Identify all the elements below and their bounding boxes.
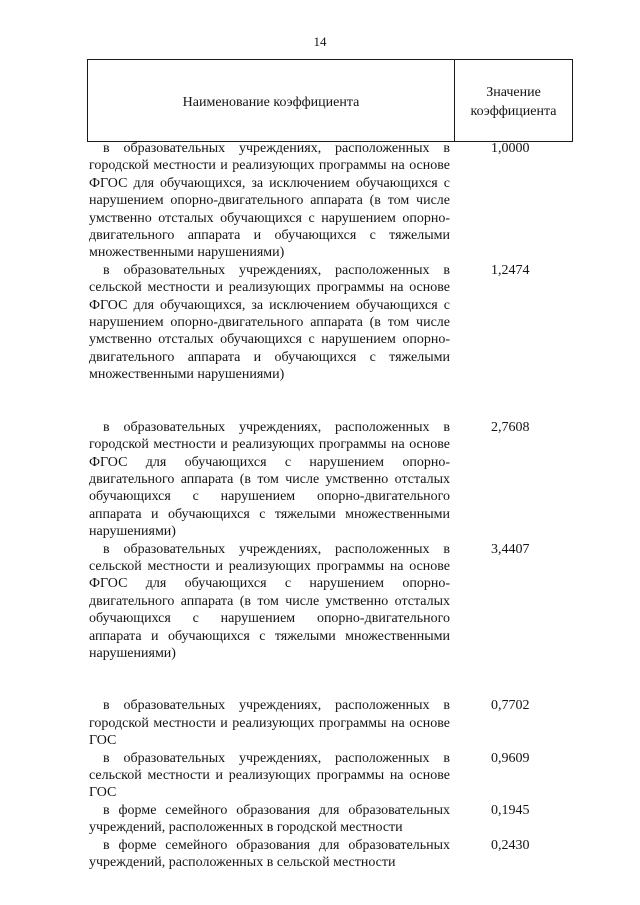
table-row — [87, 750, 577, 802]
row-value: 0,9609 — [491, 750, 530, 766]
row-name: в образовательных учреждениях, расположенных в сельской местности и реализующих программы на основе ГОС — [89, 750, 450, 801]
row-name: в образовательных учреждениях, расположенных в городской местности и реализующих программы на основе ГОС — [89, 698, 450, 749]
table-header — [87, 59, 573, 142]
table-row — [87, 837, 577, 872]
row-value: 3,4407 — [491, 541, 530, 557]
page-number: 14 — [313, 34, 327, 49]
row-name: в форме семейного образования для образовательных учреждений, расположенных в сельской местности — [89, 837, 450, 871]
row-value: 0,7702 — [491, 698, 530, 714]
coefficients-table-body — [87, 140, 577, 871]
table-row — [87, 697, 577, 749]
header-value-line2: коэффициента — [470, 103, 557, 119]
table-row — [87, 140, 577, 262]
row-name: в образовательных учреждениях, расположенных в сельской местности и реализующих программы на основе ФГОС для обучающихся с нарушением опорно-двигательного аппарата (в том числе умственно отсталых обучающихся с нарушением опорно-двигательного аппарата и обучающихся с тяжелыми множественными нарушениями) — [89, 541, 450, 661]
table-row — [87, 262, 577, 384]
row-value: 1,0000 — [491, 141, 530, 156]
header-value-line1: Значение — [486, 84, 541, 100]
header-name-column: Наименование коэффициента — [88, 60, 455, 141]
row-name: в форме семейного образования для образовательных учреждений, расположенных в городской местности — [89, 802, 450, 836]
row-name: в образовательных учреждениях, расположенных в сельской местности и реализующих программы на основе ФГОС для обучающихся, за исключением обучающихся с нарушением опорно-двигательного аппарата (в том числе умственно отсталых обучающихся с нарушением опорно-двигательного аппарата и обучающихся с тяжелыми множественными нарушениями) — [89, 262, 450, 383]
table-row — [87, 419, 577, 541]
table-row — [87, 541, 577, 663]
row-value: 0,2430 — [491, 837, 530, 853]
row-value: 1,2474 — [491, 262, 530, 278]
row-name: в образовательных учреждениях, расположенных в городской местности и реализующих программы на основе ФГОС для обучающихся, за исключением обучающихся с нарушением опорно-двигательного аппарата (в том числе умственно отсталых обучающихся с нарушением опорно-двигательного аппарата и обучающихся с тяжелыми множественными нарушениями) — [89, 141, 450, 261]
header-value-column — [455, 60, 572, 141]
row-value: 2,7608 — [491, 419, 530, 435]
row-name: в образовательных учреждениях, расположенных в городской местности и реализующих программы на основе ФГОС для обучающихся с нарушением опорно-двигательного аппарата (в том числе умственно отсталых обучающихся с нарушением опорно-двигательного аппарата и обучающихся с тяжелыми множественными нарушениями) — [89, 419, 450, 540]
row-value: 0,1945 — [491, 802, 530, 818]
table-row — [87, 802, 577, 837]
